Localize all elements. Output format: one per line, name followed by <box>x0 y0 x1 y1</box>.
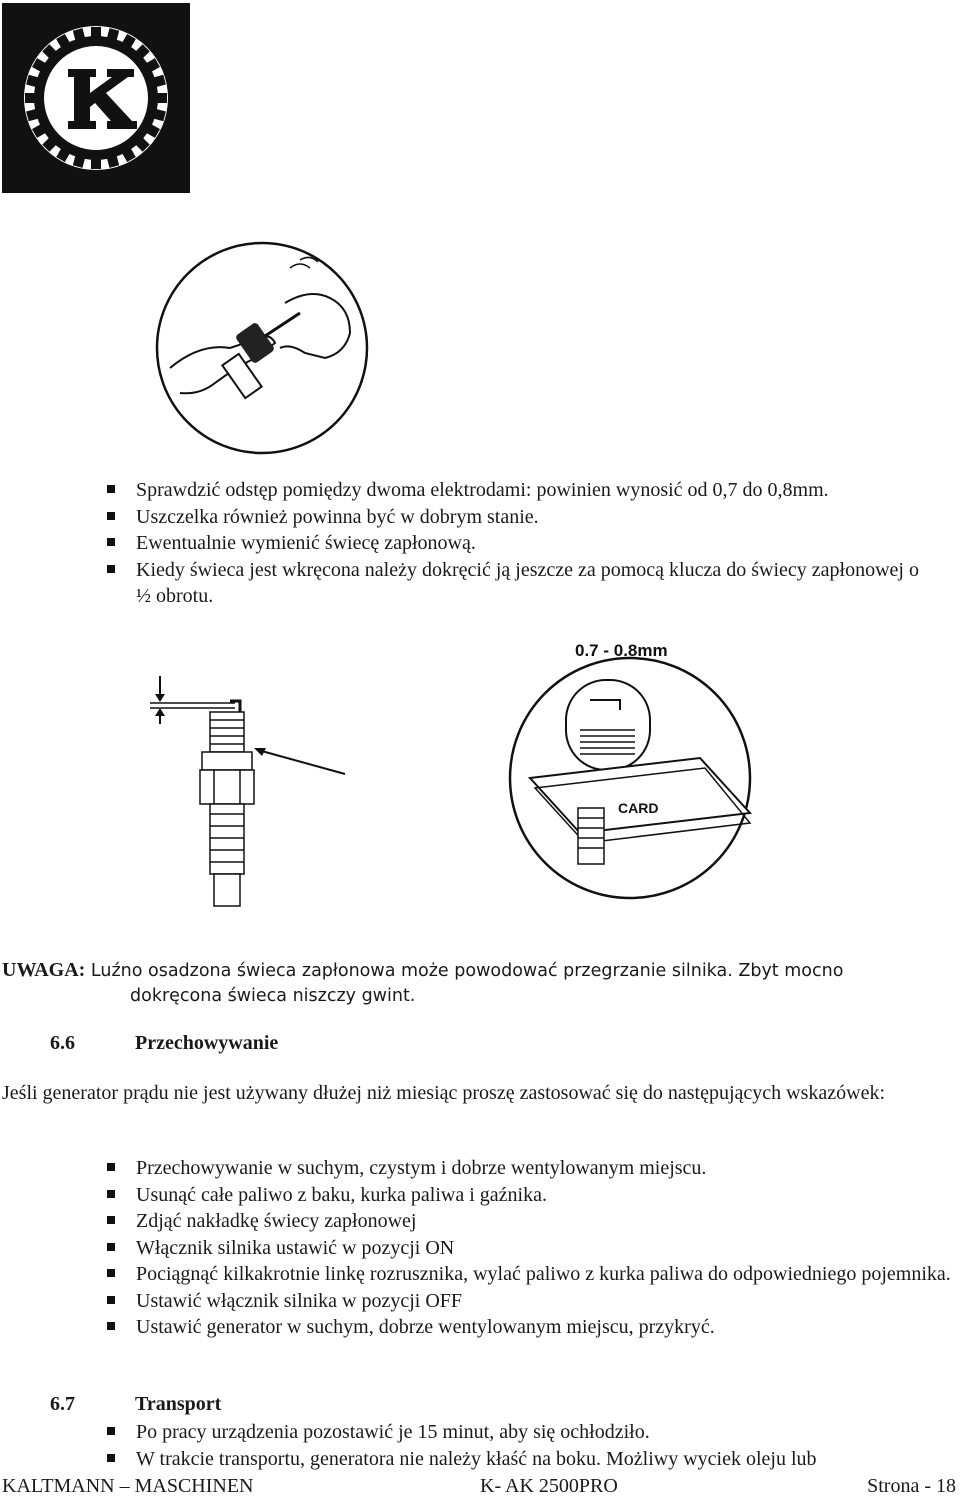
footer-page-number: Strona - 18 <box>867 1475 956 1497</box>
bullet-square-icon <box>107 485 115 493</box>
card-label: CARD <box>618 800 659 816</box>
section-heading-transport <box>50 1393 221 1416</box>
bullet-square-icon <box>107 538 115 546</box>
list-item <box>103 1446 933 1473</box>
list-item <box>103 1208 960 1235</box>
list-item <box>103 530 933 557</box>
list-item <box>103 1314 960 1341</box>
section-number: 6.6 <box>50 1032 75 1054</box>
kaltmann-logo <box>2 3 190 193</box>
bullet-square-icon <box>107 1216 115 1224</box>
list-item <box>103 504 933 531</box>
section-title: Transport <box>135 1393 222 1415</box>
section-number: 6.7 <box>50 1393 75 1415</box>
warning-note <box>2 958 952 1009</box>
storage-intro-paragraph: Jeśli generator prądu nie jest używany dłużej niż miesiąc proszę zastosować się do następujących wskazówek: <box>2 1082 886 1104</box>
list-item <box>103 1235 960 1262</box>
transport-list <box>103 1419 933 1472</box>
list-item <box>103 1182 960 1209</box>
list-item-text: Ustawić generator w suchym, dobrze wentylowanym miejscu, przykryć. <box>136 1316 715 1338</box>
list-item-text: Włącznik silnika ustawić w pozycji ON <box>136 1236 455 1259</box>
list-item-text: Zdjąć nakładkę świecy zapłonowej <box>136 1210 417 1232</box>
note-text-line1: Luźno osadzona świeca zapłonowa może powodować przegrzanie silnika. Zbyt mocno <box>90 961 844 981</box>
list-item <box>103 557 933 610</box>
note-label: UWAGA: <box>2 959 86 981</box>
list-item-text: Ewentualnie wymienić świecę zapłonową. <box>136 532 476 554</box>
footer-model: K- AK 2500PRO <box>480 1475 618 1497</box>
list-item-text: Po pracy urządzenia pozostawić je 15 minut, aby się ochłodziło. <box>136 1421 650 1443</box>
bullet-square-icon <box>107 1243 115 1251</box>
footer-company: KALTMANN – MASCHINEN <box>2 1475 254 1497</box>
list-item-text: Usunąć całe paliwo z baku, kurka paliwa i gaźnika. <box>136 1183 547 1206</box>
spark-plug-side-illustration <box>150 668 355 913</box>
section-heading-storage <box>50 1032 278 1055</box>
list-item-text: Pociągnąć kilkakrotnie linkę rozrusznika, wylać paliwo z kurka paliwa do odpowiedniego pojemnika. <box>136 1263 951 1285</box>
bullet-square-icon <box>107 1163 115 1171</box>
list-item-text: Sprawdzić odstęp pomiędzy dwoma elektrodami: powinien wynosić od 0,7 do 0,8mm. <box>136 479 829 501</box>
storage-list <box>103 1155 960 1341</box>
bullet-square-icon <box>107 1322 115 1330</box>
bullet-square-icon <box>107 565 115 573</box>
list-item-text: Kiedy świeca jest wkręcona należy dokręcić ją jeszcze za pomocą klucza do świecy zapłonowej o ½ obrotu. <box>136 558 919 607</box>
bullet-square-icon <box>107 1269 115 1277</box>
list-item-text: Uszczelka również powinna być w dobrym stanie. <box>136 505 539 528</box>
list-item-text: Ustawić włącznik silnika w pozycji OFF <box>136 1289 463 1312</box>
page-footer <box>0 1475 960 1499</box>
list-item <box>103 1155 960 1182</box>
note-text-line2: dokręcona świeca niszczy gwint. <box>130 986 416 1006</box>
section-title: Przechowywanie <box>135 1032 279 1054</box>
list-item <box>103 477 933 504</box>
spark-plug-check-list <box>103 477 933 610</box>
bullet-square-icon <box>107 512 115 520</box>
bullet-square-icon <box>107 1454 115 1462</box>
list-item <box>103 1261 960 1288</box>
list-item <box>103 1288 960 1315</box>
list-item-text: W trakcie transportu, generatora nie należy kłaść na boku. Możliwy wyciek oleju lub <box>136 1447 817 1470</box>
bullet-square-icon <box>107 1296 115 1304</box>
spark-plug-gap-card-illustration <box>500 638 780 918</box>
list-item <box>103 1419 933 1446</box>
bullet-square-icon <box>107 1427 115 1435</box>
list-item-text: Przechowywanie w suchym, czystym i dobrze wentylowanym miejscu. <box>136 1157 707 1179</box>
bullet-square-icon <box>107 1190 115 1198</box>
gap-measurement-label: 0.7 - 0.8mm <box>575 641 668 660</box>
spark-plug-hands-illustration <box>150 238 375 458</box>
